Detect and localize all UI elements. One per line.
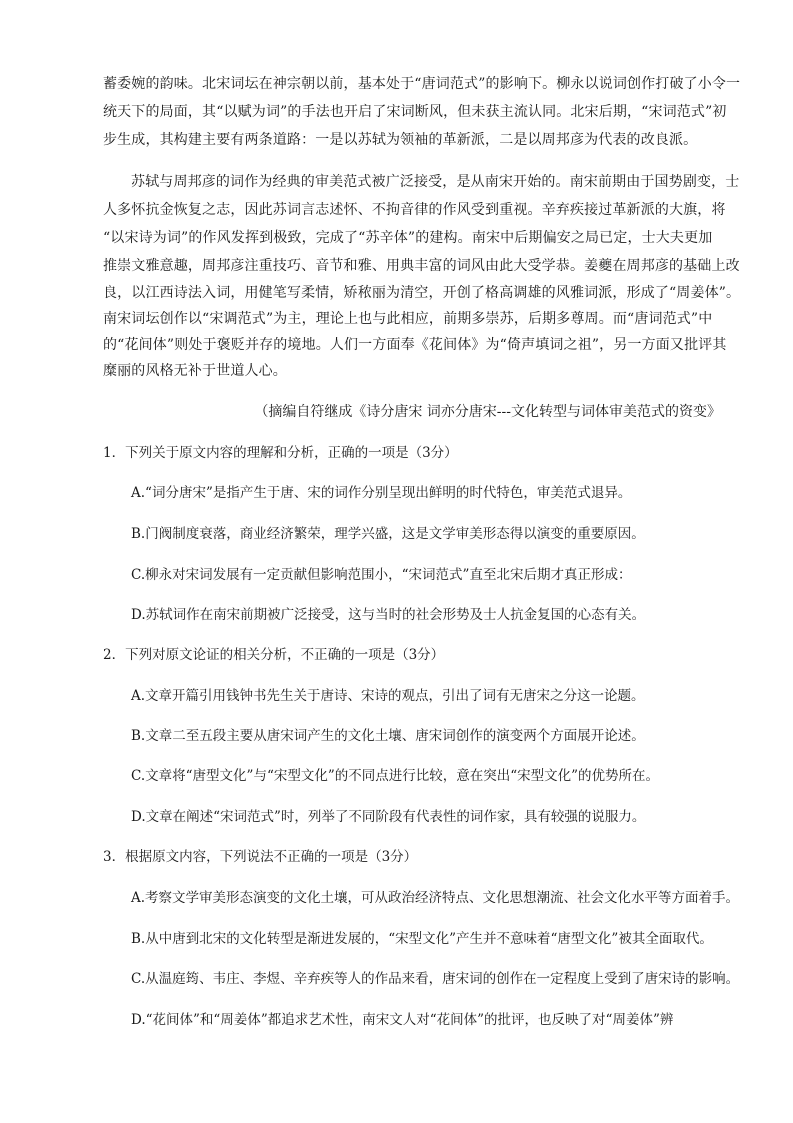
question-2-option-d: D.文章在阐述“宋词范式”时，列举了不同阶段有代表性的词作家，具有较强的说服力。: [131, 809, 646, 825]
passage-para1-line3: 步生成，其构建主要有两条道路：一是以苏轼为领袖的革新派，二是以周邦彦为代表的改良派。: [103, 132, 698, 148]
question-1-stem: 1．下列关于原文内容的理解和分析，正确的一项是（3分）: [103, 445, 458, 461]
passage-para2-line3: “以宋诗为词”的作风发挥到极致，完成了“苏辛体”的建构。南宋中后期偏安之局已定，士大夫更加: [103, 230, 713, 246]
passage-para2-line6: 南宋词坛创作以“宋调范式”为主，理论上也与此相应，前期多崇苏，后期多尊周。而“唐词范式”中: [103, 311, 713, 327]
question-2-option-b: B.文章二至五段主要从唐宋词产生的文化土壤、唐宋词创作的演变两个方面展开论述。: [131, 728, 645, 744]
question-1-option-a: A.“词分唐宋”是指产生于唐、宋的词作分别呈现出鲜明的时代特色，审美范式退异。: [131, 485, 632, 501]
question-2-option-a: A.文章开篇引用钱钟书先生关于唐诗、宋诗的观点，引出了词有无唐宋之分这一论题。: [131, 688, 645, 704]
passage-para2-line7: 的“花间体”则处于褒贬并存的境地。人们一方面奉《花间体》为“倚声填词之祖”，另一方面又批评其: [103, 337, 727, 353]
source-citation: （摘编自符继成《诗分唐宋 词亦分唐宋---文化转型与词体审美范式的资变》: [254, 404, 721, 420]
question-3-option-c: C.从温庭筠、韦庄、李煜、辛弃疾等人的作品来看，唐宋词的创作在一定程度上受到了唐宋诗的影响。: [131, 971, 740, 987]
question-1-option-d: D.苏轼词作在南宋前期被广泛接受，这与当时的社会形势及士人抗金复国的心态有关。: [131, 607, 646, 623]
question-3-option-a: A.考察文学审美形态演变的文化土壤，可从政治经济特点、文化思想潮流、社会文化水平等方面着手。: [131, 890, 740, 906]
passage-para2-line8: 糜丽的风格无补于世道人心。: [103, 363, 287, 379]
question-1-option-c: C.柳永对宋词发展有一定贡献但影响范围小，“宋词范式”直至北宋后期才真正形成：: [131, 567, 632, 583]
question-2-stem: 2．下列对原文论证的相关分析，不正确的一项是（3分）: [103, 647, 445, 663]
question-3-option-d: D.“花间体”和“周姜体”都追求艺术性，南宋文人对“花间体”的批评，也反映了对“周姜体”辨: [131, 1012, 674, 1028]
passage-para2-line4: 推崇文雅意趣，周邦彦注重技巧、音节和雅、用典丰富的词风由此大受学恭。姜夔在周邦彦的基础上改: [103, 258, 740, 274]
question-3-stem: 3．根据原文内容，下列说法不正确的一项是（3分）: [103, 849, 418, 865]
passage-para2-line5: 良，以江西诗法入词，用健笔写柔情，矫秾丽为清空，开创了格高调雄的风雅词派，形成了“周姜体”。: [103, 285, 741, 301]
question-2-option-c: C.文章将“唐型文化”与“宋型文化”的不同点进行比较，意在突出“宋型文化”的优势所在。: [131, 768, 660, 784]
question-1-option-b: B.门阀制度衰落，商业经济繁荣，理学兴盛，这是文学审美形态得以演变的重要原因。: [131, 526, 645, 542]
passage-para1-line2: 统天下的局面，其“以赋为词”的手法也开启了宋词断风，但未获主流认同。北宋后期，“宋词范式”初: [103, 104, 727, 120]
passage-para1-line1: 蓄委婉的韵味。北宋词坛在神宗朝以前，基本处于“唐词范式”的影响下。柳永以说词创作打破了小令一: [103, 76, 741, 92]
passage-para2-line1: 苏轼与周邦彦的词作为经典的审美范式被广泛接受，是从南宋开始的。南宋前期由于国势剧变，士: [131, 174, 740, 190]
question-3-option-b: B.从中唐到北宋的文化转型是渐进发展的，“宋型文化”产生并不意味着“唐型文化”被其全面取代。: [131, 931, 713, 947]
passage-para2-line2: 人多怀抗金恢复之志，因此苏词言志述怀、不拘音律的作风受到重视。辛弃疾接过革新派的大旗，将: [103, 202, 726, 218]
